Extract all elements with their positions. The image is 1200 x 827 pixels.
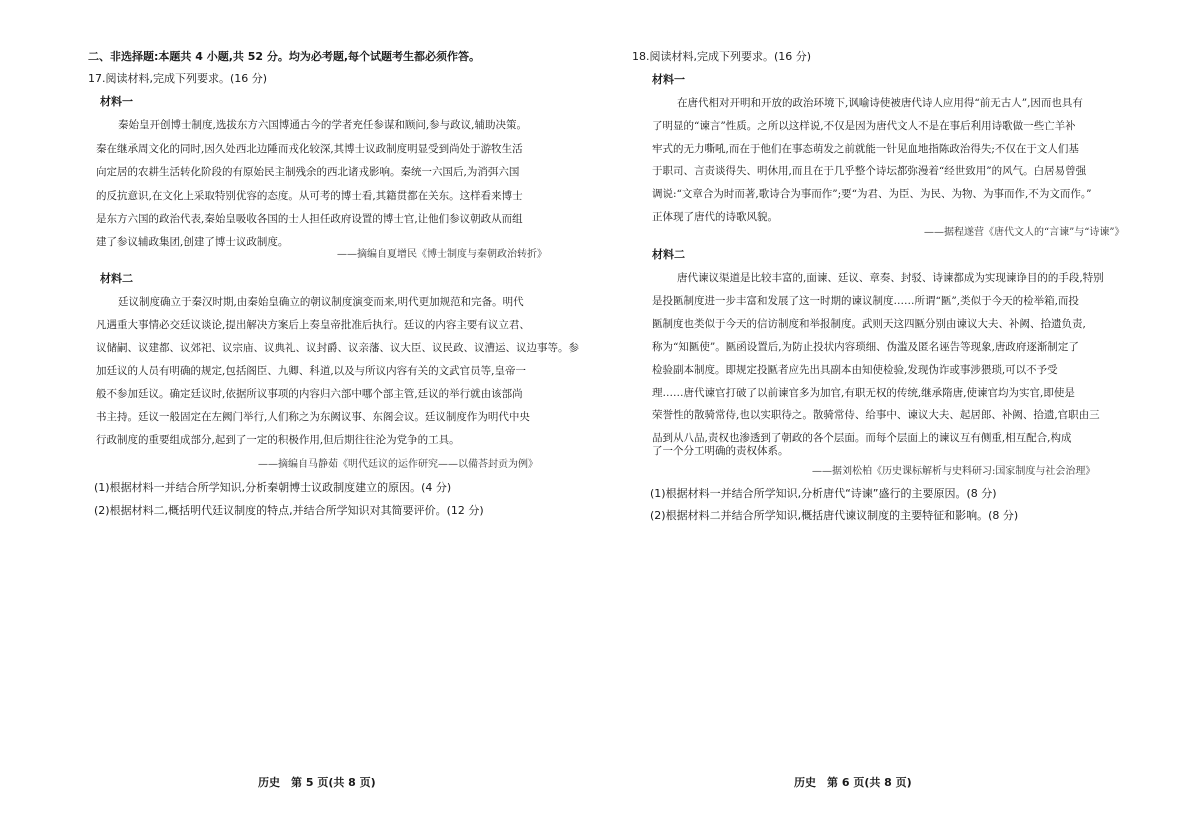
- material-2-label: 材料二: [100, 272, 133, 285]
- material-2-line: 理……唐代谏官打破了以前谏官多为加官,有职无权的传统,继承隋唐,使谏官均为实官,即使是: [652, 387, 1075, 399]
- question-17-title: 17.阅读材料,完成下列要求。(16 分): [88, 72, 268, 85]
- material-2-source: ——据刘松柏《历史课标解析与史料研习:国家制度与社会治理》: [812, 466, 1096, 477]
- material-1-line: 于职司、言责谈得失、明休用,而且在于几乎整个诗坛都弥漫着“经世致用”的风气。白居易曾强: [652, 165, 1087, 177]
- material-1-line: 正体现了唐代的诗歌风貌。: [652, 211, 778, 223]
- question-18-title: 18.阅读材料,完成下列要求。(16 分): [632, 50, 812, 63]
- material-2-line: 是投匦制度进一步丰富和发展了这一时期的谏议制度……所谓“匦”,类似于今天的检举箱,而投: [652, 295, 1079, 307]
- material-2-line: 称为“知匦使”。匦函设置后,为防止投状内容琐细、伪滥及匿名诬告等现象,唐政府逐渐制定了: [652, 341, 1079, 353]
- material-2-label: 材料二: [652, 248, 685, 261]
- sub-question-2: (2)根据材料二并结合所学知识,概括唐代谏议制度的主要特征和影响。(8 分): [650, 509, 1019, 522]
- material-1-line: 秦始皇开创博士制度,选拔东方六国博通古今的学者充任参谋和顾问,参与政议,辅助决策。: [118, 119, 528, 131]
- material-1-line: 在唐代相对开明和开放的政治环境下,讽喻诗使被唐代诗人应用得“前无古人”,因而也具有: [677, 97, 1083, 109]
- sub-question-2: (2)根据材料二,概括明代廷议制度的特点,并结合所学知识对其简要评价。(12 分): [94, 504, 484, 517]
- material-2-line: 般不参加廷议。确定廷议时,依据所议事项的内容归六部中哪个部主管,廷议的举行就由该部尚: [96, 388, 523, 400]
- section-title: 二、非选择题:本题共 4 小题,共 52 分。均为必考题,每个试题考生都必须作答。: [88, 50, 481, 63]
- material-2-line: 行政制度的重要组成部分,起到了一定的积极作用,但后期往往沦为党争的工具。: [96, 434, 460, 446]
- page-footer: 历史 第 6 页(共 8 页): [794, 776, 912, 789]
- material-1-source: ——摘编自夏增民《博士制度与秦朝政治转折》: [337, 249, 547, 260]
- material-2-line: 书主持。廷议一般固定在左阙门举行,人们称之为东阙议事、东阁会议。廷议制度作为明代中央: [96, 411, 530, 423]
- sub-question-1: (1)根据材料一并结合所学知识,分析秦朝博士议政制度建立的原因。(4 分): [94, 481, 452, 494]
- material-1-line: 秦在继承周文化的同时,因久处西北边陲而戎化较深,其博士议政制度明显受到尚处于游牧生活: [96, 143, 523, 155]
- material-1-line: 牢式的无力嘶吼,而在于他们在事态萌发之前就能一针见血地指陈政治得失;不仅在于文人们基: [652, 143, 1079, 155]
- material-1-line: 调说:“文章合为时而著,歌诗合为事而作”;要“为君、为臣、为民、为物、为事而作,不为文而作。”: [652, 188, 1092, 200]
- material-1-line: 建了参议辅政集团,创建了博士议政制度。: [96, 236, 289, 248]
- sub-question-1: (1)根据材料一并结合所学知识,分析唐代“诗谏”盛行的主要原因。(8 分): [650, 487, 997, 500]
- material-1-line: 是东方六国的政治代表,秦始皇吸收各国的士人担任政府设置的博士官,让他们参议朝政从而组: [96, 213, 523, 225]
- material-1-label: 材料一: [100, 95, 133, 108]
- material-2-line: 加廷议的人员有明确的规定,包括阁臣、九卿、科道,以及与所议内容有关的文武官员等,皇帝一: [96, 365, 527, 377]
- material-2-line: 凡遇重大事情必交廷议谈论,提出解决方案后上奏皇帝批准后执行。廷议的内容主要有议立君、: [96, 319, 530, 331]
- material-2-line: 品到从八品,责权也渗透到了朝政的各个层面。而每个层面上的谏议互有侧重,相互配合,构成: [652, 432, 1072, 444]
- page-footer: 历史 第 5 页(共 8 页): [258, 776, 376, 789]
- material-2-source: ——摘编自马静茹《明代廷议的运作研究——以備荅封贡为例》: [258, 459, 538, 470]
- material-1-label: 材料一: [652, 73, 685, 86]
- material-1-line: 向定居的农耕生活转化阶段的有原始民主制残余的西北诸戎影响。秦统一六国后,为消弭六国: [96, 166, 520, 178]
- material-2-line: 廷议制度确立于秦汉时期,由秦始皇确立的朝议制度演变而来,明代更加规范和完备。明代: [118, 296, 524, 308]
- material-2-line: 检验副本制度。即规定投匦者应先出具副本由知使检验,发现伪诈或事涉猥琐,可以不予受: [652, 364, 1058, 376]
- material-2-line: 了一个分工明确的责权体系。: [652, 445, 789, 457]
- material-2-line: 议储嗣、议建都、议郊祀、议宗庙、议典礼、议封爵、议亲藩、议大臣、议民政、议漕运、议边事等。参: [96, 342, 579, 354]
- material-2-line: 荣誉性的散骑常侍,也以实职待之。散骑常侍、给事中、谏议大夫、起居郎、补阙、拾遗,官职由三: [652, 409, 1100, 421]
- material-2-line: 匦制度也类似于今天的信访制度和举报制度。武则天这四匦分别由谏议大夫、补阙、拾遗负责,: [652, 318, 1086, 330]
- material-1-line: 的反抗意识,在文化上采取特别优容的态度。从可考的博士看,其籍贯都在关东。这样看来博士: [96, 190, 523, 202]
- material-2-line: 唐代谏议渠道是比较丰富的,面谏、廷议、章奏、封驳、诗谏都成为实现谏诤目的的手段,特别: [677, 272, 1104, 284]
- material-1-line: 了明显的“谏言”性质。之所以这样说,不仅是因为唐代文人不是在事后利用诗歌做一些亡羊补: [652, 120, 1076, 132]
- material-1-source: ——据程遂营《唐代文人的“言谏”与“诗谏”》: [924, 227, 1125, 238]
